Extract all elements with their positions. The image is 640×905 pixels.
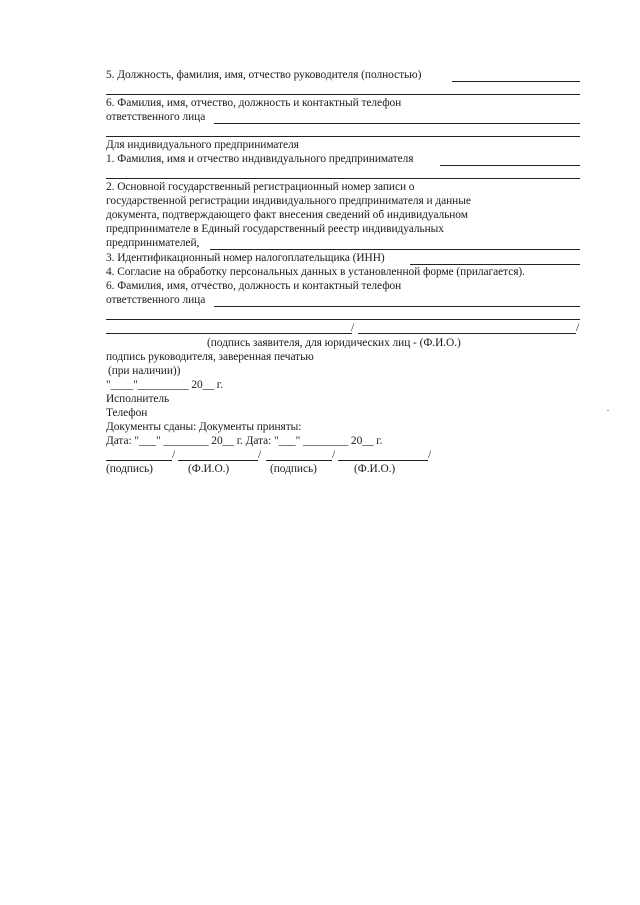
applicant-sign-caption: (подпись заявителя, для юридических лиц - (Ф.И.О.) [207,337,461,349]
accepted-sign-slash: / [332,449,336,461]
applicant-sign-blank [106,333,352,334]
accepted-name-caption: (Ф.И.О.) [354,463,396,475]
handover-dates-line: Дата: "___" ________ 20__ г. Дата: "___" ________ 20__ г. [106,435,383,447]
submitted-sign-slash: / [172,449,176,461]
ip-name-blank [440,165,580,166]
consent-label: 4. Согласие на обработку персональных данных в установленной форме (прилагается). [106,266,525,278]
executor-label: Исполнитель [106,393,170,405]
ip-contact-label-line1: 6. Фамилия, имя, отчество, должность и контактный телефон [106,280,402,292]
scan-speck [607,410,609,411]
org-contact-label-line1: 6. Фамилия, имя, отчество, должность и контактный телефон [106,97,402,109]
org-contact-blank-continued [106,136,580,137]
ogrnip-label-line2: государственной регистрации индивидуального предпринимателя и данные [106,195,471,207]
ip-contact-blank-continued [106,319,580,320]
accepted-sign-blank [266,460,332,461]
ip-contact-label-line2: ответственного лица [106,294,206,306]
applicant-sign-slash: / [351,322,355,334]
ogrnip-label-line5: предпринимателей, [106,237,200,249]
head-name-blank [452,81,580,82]
ogrnip-blank [210,249,580,250]
submitted-name-slash: / [258,449,262,461]
org-contact-label-line2: ответственного лица [106,111,206,123]
application-date-line: "____"_________ 20__ г. [106,379,223,391]
ip-contact-blank [214,306,580,307]
submitted-name-caption: (Ф.И.О.) [188,463,230,475]
applicant-name-slash: / [576,322,580,334]
inn-label: 3. Идентификационный номер налогоплательщика (ИНН) [106,252,385,264]
accepted-name-slash: / [428,449,432,461]
ogrnip-label-line3: документа, подтверждающего факт внесения сведений об индивидуальном [106,209,468,221]
accepted-sign-caption: (подпись) [270,463,317,475]
ip-name-label: 1. Фамилия, имя и отчество индивидуального предпринимателя [106,153,414,165]
head-sign-caption-line1: подпись руководителя, заверенная печатью [106,351,314,363]
accepted-name-blank [338,460,428,461]
ip-section-heading: Для индивидуального предпринимателя [106,139,299,151]
submitted-sign-blank [106,460,172,461]
org-contact-blank [214,123,580,124]
applicant-name-blank [358,333,576,334]
head-sign-caption-line2: (при наличии)) [108,365,181,377]
head-name-label: 5. Должность, фамилия, имя, отчество руководителя (полностью) [106,69,422,81]
handover-header: Документы сданы: Документы приняты: [106,421,302,433]
ogrnip-label-line1: 2. Основной государственный регистрационный номер записи о [106,181,415,193]
submitted-sign-caption: (подпись) [106,463,153,475]
head-name-blank-continued [106,94,580,95]
inn-blank [410,264,580,265]
submitted-name-blank [178,460,258,461]
phone-label: Телефон [106,407,148,419]
ogrnip-label-line4: предпринимателе в Единый государственный реестр индивидуальных [106,223,444,235]
ip-name-blank-continued [106,178,580,179]
